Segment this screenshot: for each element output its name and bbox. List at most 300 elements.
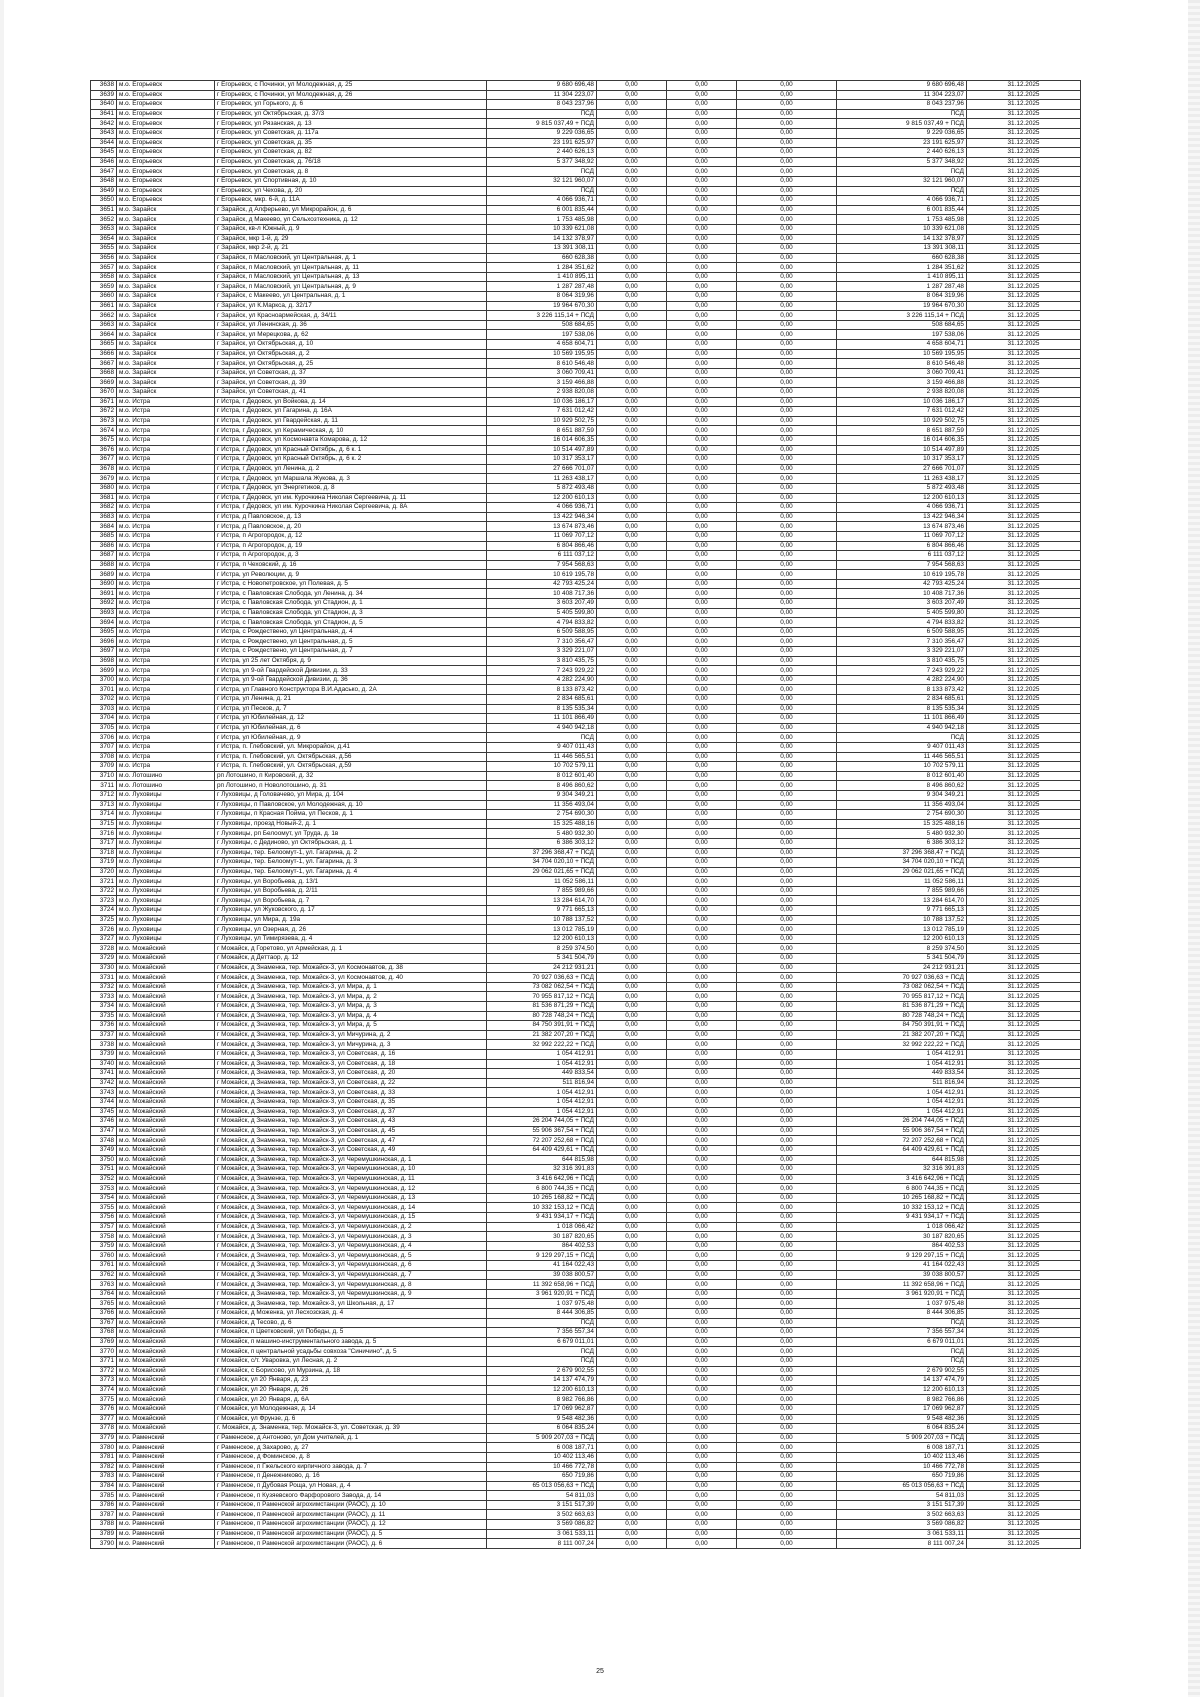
address-cell: г Раменское, д Захарово, д. 27 bbox=[215, 1443, 487, 1453]
date-cell: 31.12.2025 bbox=[967, 1510, 1081, 1520]
amount-cell: 3 329 221,07 bbox=[487, 647, 597, 657]
amount-cell: 3 961 920,91 + ПСД bbox=[487, 1289, 597, 1299]
amount-cell: 21 382 207,20 + ПСД bbox=[487, 1030, 597, 1040]
amount-cell: 11 356 493,04 bbox=[487, 800, 597, 810]
municipality-cell: м.о. Можайский bbox=[117, 1366, 215, 1376]
municipality-cell: м.о. Можайский bbox=[117, 1145, 215, 1155]
municipality-cell: м.о. Можайский bbox=[117, 1280, 215, 1290]
total-cell: 14 137 474,79 bbox=[837, 1376, 967, 1386]
row-number: 3731 bbox=[91, 973, 117, 983]
address-cell: г Раменское, п Денежниково, д. 16 bbox=[215, 1472, 487, 1482]
amount-cell: 10 702 579,11 bbox=[487, 762, 597, 772]
zero-cell-3: 0,00 bbox=[737, 1126, 837, 1136]
address-cell: г Истра, с Павловская Слобода, ул Стадион, д. 3 bbox=[215, 608, 487, 618]
amount-cell: 1 054 412,91 bbox=[487, 1049, 597, 1059]
total-cell: 2 938 820,08 bbox=[837, 388, 967, 398]
zero-cell-1: 0,00 bbox=[597, 906, 667, 916]
total-cell: 11 263 438,17 bbox=[837, 474, 967, 484]
address-cell: г Истра, г Дедовск, ул Керамическая, д. 10 bbox=[215, 426, 487, 436]
date-cell: 31.12.2025 bbox=[967, 973, 1081, 983]
row-number: 3759 bbox=[91, 1241, 117, 1251]
zero-cell-1: 0,00 bbox=[597, 455, 667, 465]
row-number: 3677 bbox=[91, 455, 117, 465]
zero-cell-1: 0,00 bbox=[597, 992, 667, 1002]
date-cell: 31.12.2025 bbox=[967, 128, 1081, 138]
zero-cell-1: 0,00 bbox=[597, 253, 667, 263]
table-row bbox=[91, 714, 1081, 724]
table-row bbox=[91, 1069, 1081, 1079]
zero-cell-3: 0,00 bbox=[737, 934, 837, 944]
zero-cell-2: 0,00 bbox=[667, 1356, 737, 1366]
zero-cell-1: 0,00 bbox=[597, 944, 667, 954]
total-cell: 1 018 066,42 bbox=[837, 1222, 967, 1232]
address-cell: г Можайск, п Цветковский, ул Победы, д. 5 bbox=[215, 1328, 487, 1338]
table-row bbox=[91, 886, 1081, 896]
address-cell: г Зарайск, ул Мерецкова, д. 62 bbox=[215, 330, 487, 340]
amount-cell: 32 316 391,83 bbox=[487, 1165, 597, 1175]
zero-cell-1: 0,00 bbox=[597, 1472, 667, 1482]
date-cell: 31.12.2025 bbox=[967, 138, 1081, 148]
zero-cell-3: 0,00 bbox=[737, 157, 837, 167]
zero-cell-1: 0,00 bbox=[597, 781, 667, 791]
table-row bbox=[91, 599, 1081, 609]
address-cell: г Луховицы, ул Воробьева, д. 13/1 bbox=[215, 877, 487, 887]
amount-cell: 34 704 020,10 + ПСД bbox=[487, 858, 597, 868]
municipality-cell: м.о. Луховицы bbox=[117, 819, 215, 829]
table-row bbox=[91, 1241, 1081, 1251]
address-cell: г Егорьевск, мкр. 6-й, д. 11А bbox=[215, 196, 487, 206]
zero-cell-3: 0,00 bbox=[737, 925, 837, 935]
amount-cell: ПСД bbox=[487, 109, 597, 119]
date-cell: 31.12.2025 bbox=[967, 1424, 1081, 1434]
total-cell: 6 679 011,01 bbox=[837, 1337, 967, 1347]
amount-cell: 10 036 186,17 bbox=[487, 397, 597, 407]
amount-cell: 13 284 614,70 bbox=[487, 896, 597, 906]
total-cell: 6 800 744,35 + ПСД bbox=[837, 1184, 967, 1194]
amount-cell: 650 719,86 bbox=[487, 1472, 597, 1482]
table-row bbox=[91, 1155, 1081, 1165]
zero-cell-3: 0,00 bbox=[737, 877, 837, 887]
zero-cell-3: 0,00 bbox=[737, 435, 837, 445]
address-cell: г Луховицы, п Красная Пойма, ул Песков, д. 1 bbox=[215, 810, 487, 820]
date-cell: 31.12.2025 bbox=[967, 1193, 1081, 1203]
zero-cell-3: 0,00 bbox=[737, 858, 837, 868]
zero-cell-1: 0,00 bbox=[597, 771, 667, 781]
zero-cell-2: 0,00 bbox=[667, 388, 737, 398]
zero-cell-2: 0,00 bbox=[667, 1049, 737, 1059]
address-cell: г Истра, ул Песков, д. 7 bbox=[215, 704, 487, 714]
zero-cell-1: 0,00 bbox=[597, 886, 667, 896]
table-row bbox=[91, 954, 1081, 964]
row-number: 3737 bbox=[91, 1030, 117, 1040]
municipality-cell: м.о. Можайский bbox=[117, 1232, 215, 1242]
municipality-cell: м.о. Можайский bbox=[117, 1097, 215, 1107]
zero-cell-1: 0,00 bbox=[597, 1088, 667, 1098]
total-cell: 11 446 565,51 bbox=[837, 752, 967, 762]
amount-cell: 5 377 348,92 bbox=[487, 157, 597, 167]
municipality-cell: м.о. Лотошино bbox=[117, 771, 215, 781]
amount-cell: 1 287 287,48 bbox=[487, 282, 597, 292]
municipality-cell: м.о. Можайский bbox=[117, 1002, 215, 1012]
amount-cell: 39 038 800,57 bbox=[487, 1270, 597, 1280]
row-number: 3720 bbox=[91, 867, 117, 877]
municipality-cell: м.о. Можайский bbox=[117, 1356, 215, 1366]
municipality-cell: м.о. Раменский bbox=[117, 1481, 215, 1491]
table-row bbox=[91, 762, 1081, 772]
zero-cell-1: 0,00 bbox=[597, 618, 667, 628]
zero-cell-3: 0,00 bbox=[737, 445, 837, 455]
zero-cell-1: 0,00 bbox=[597, 1107, 667, 1117]
zero-cell-1: 0,00 bbox=[597, 963, 667, 973]
row-number: 3651 bbox=[91, 205, 117, 215]
table-row bbox=[91, 1078, 1081, 1088]
municipality-cell: м.о. Истра bbox=[117, 608, 215, 618]
row-number: 3690 bbox=[91, 579, 117, 589]
table-row bbox=[91, 349, 1081, 359]
zero-cell-2: 0,00 bbox=[667, 483, 737, 493]
amount-cell: 1 018 066,42 bbox=[487, 1222, 597, 1232]
amount-cell: 65 013 056,63 + ПСД bbox=[487, 1481, 597, 1491]
total-cell: 4 066 936,71 bbox=[837, 196, 967, 206]
date-cell: 31.12.2025 bbox=[967, 378, 1081, 388]
amount-cell: 84 750 391,91 + ПСД bbox=[487, 1021, 597, 1031]
amount-cell: 14 137 474,79 bbox=[487, 1376, 597, 1386]
total-cell: 5 480 932,30 bbox=[837, 829, 967, 839]
address-cell: г Истра, г Дедовск, ул Космонавта Комарова, д. 12 bbox=[215, 435, 487, 445]
date-cell: 31.12.2025 bbox=[967, 858, 1081, 868]
amount-cell: 12 200 610,13 bbox=[487, 1385, 597, 1395]
row-number: 3776 bbox=[91, 1404, 117, 1414]
address-cell: г Истра, п. Глебовский, ул. Октябрьская, д.56 bbox=[215, 752, 487, 762]
date-cell: 31.12.2025 bbox=[967, 1040, 1081, 1050]
date-cell: 31.12.2025 bbox=[967, 272, 1081, 282]
table-row bbox=[91, 1510, 1081, 1520]
municipality-cell: м.о. Можайский bbox=[117, 1261, 215, 1271]
amount-cell: 9 129 297,15 + ПСД bbox=[487, 1251, 597, 1261]
zero-cell-1: 0,00 bbox=[597, 1347, 667, 1357]
table-row bbox=[91, 253, 1081, 263]
zero-cell-1: 0,00 bbox=[597, 1213, 667, 1223]
table-row bbox=[91, 205, 1081, 215]
table-row bbox=[91, 311, 1081, 321]
municipality-cell: м.о. Истра bbox=[117, 570, 215, 580]
amount-cell: 1 284 351,62 bbox=[487, 263, 597, 273]
zero-cell-3: 0,00 bbox=[737, 1165, 837, 1175]
total-cell: 6 804 866,46 bbox=[837, 541, 967, 551]
municipality-cell: м.о. Можайский bbox=[117, 1385, 215, 1395]
row-number: 3678 bbox=[91, 464, 117, 474]
municipality-cell: м.о. Истра bbox=[117, 426, 215, 436]
municipality-cell: м.о. Зарайск bbox=[117, 330, 215, 340]
date-cell: 31.12.2025 bbox=[967, 119, 1081, 129]
row-number: 3667 bbox=[91, 359, 117, 369]
address-cell: г Истра, ул Юбилейная, д. 9 bbox=[215, 733, 487, 743]
date-cell: 31.12.2025 bbox=[967, 522, 1081, 532]
address-cell: г Егорьевск, ул Советская, д. 82 bbox=[215, 148, 487, 158]
total-cell: 8 982 766,86 bbox=[837, 1395, 967, 1405]
address-cell: г Зарайск, кв-л Южный, д. 9 bbox=[215, 224, 487, 234]
table-row bbox=[91, 1414, 1081, 1424]
zero-cell-1: 0,00 bbox=[597, 1030, 667, 1040]
zero-cell-1: 0,00 bbox=[597, 205, 667, 215]
amount-cell: 80 728 748,24 + ПСД bbox=[487, 1011, 597, 1021]
zero-cell-2: 0,00 bbox=[667, 1289, 737, 1299]
zero-cell-2: 0,00 bbox=[667, 1280, 737, 1290]
zero-cell-3: 0,00 bbox=[737, 1069, 837, 1079]
municipality-cell: м.о. Истра bbox=[117, 675, 215, 685]
row-number: 3751 bbox=[91, 1165, 117, 1175]
amount-cell: 6 679 011,01 bbox=[487, 1337, 597, 1347]
date-cell: 31.12.2025 bbox=[967, 656, 1081, 666]
amount-cell: 9 548 482,36 bbox=[487, 1414, 597, 1424]
row-number: 3639 bbox=[91, 90, 117, 100]
total-cell: 8 133 873,42 bbox=[837, 685, 967, 695]
address-cell: г Зарайск, п Масловский, ул Центральная, д. 11 bbox=[215, 263, 487, 273]
zero-cell-1: 0,00 bbox=[597, 215, 667, 225]
amount-cell: 32 121 960,07 bbox=[487, 176, 597, 186]
municipality-cell: м.о. Можайский bbox=[117, 1395, 215, 1405]
municipality-cell: м.о. Зарайск bbox=[117, 340, 215, 350]
municipality-cell: м.о. Раменский bbox=[117, 1500, 215, 1510]
municipality-cell: м.о. Можайский bbox=[117, 1193, 215, 1203]
zero-cell-3: 0,00 bbox=[737, 1347, 837, 1357]
date-cell: 31.12.2025 bbox=[967, 685, 1081, 695]
amount-cell: 4 066 936,71 bbox=[487, 503, 597, 513]
amount-cell: 10 619 195,78 bbox=[487, 570, 597, 580]
address-cell: г Можайск, д Знаменка, тер. Можайск-3, ул Черемушкинская, д. 8 bbox=[215, 1280, 487, 1290]
total-cell: 5 405 599,80 bbox=[837, 608, 967, 618]
amount-cell: 42 793 425,24 bbox=[487, 579, 597, 589]
zero-cell-3: 0,00 bbox=[737, 349, 837, 359]
row-number: 3656 bbox=[91, 253, 117, 263]
date-cell: 31.12.2025 bbox=[967, 915, 1081, 925]
zero-cell-1: 0,00 bbox=[597, 579, 667, 589]
amount-cell: 14 132 378,97 bbox=[487, 234, 597, 244]
address-cell: г Зарайск, ул Октябрьская, д. 25 bbox=[215, 359, 487, 369]
table-row bbox=[91, 1203, 1081, 1213]
address-cell: г Можайск, д Знаменка, тер. Можайск-3, ул Мира, д. 5 bbox=[215, 1021, 487, 1031]
total-cell: 1 054 412,91 bbox=[837, 1088, 967, 1098]
row-number: 3647 bbox=[91, 167, 117, 177]
address-cell: г Можайск, д Знаменка, тер. Можайск-3, ул Космонавтов, д. 40 bbox=[215, 973, 487, 983]
zero-cell-2: 0,00 bbox=[667, 148, 737, 158]
row-number: 3756 bbox=[91, 1213, 117, 1223]
row-number: 3787 bbox=[91, 1510, 117, 1520]
municipality-cell: м.о. Зарайск bbox=[117, 215, 215, 225]
row-number: 3733 bbox=[91, 992, 117, 1002]
address-cell: г Можайск, д Знаменка, тер. Можайск-3, ул Советская, д. 18 bbox=[215, 1059, 487, 1069]
municipality-cell: м.о. Можайский bbox=[117, 1049, 215, 1059]
address-cell: г Можайск, п центральной усадьбы совхоза "Синичино", д. 5 bbox=[215, 1347, 487, 1357]
address-cell: г Истра, д Павловское, д. 13 bbox=[215, 512, 487, 522]
zero-cell-1: 0,00 bbox=[597, 666, 667, 676]
row-number: 3698 bbox=[91, 656, 117, 666]
zero-cell-2: 0,00 bbox=[667, 647, 737, 657]
amount-cell: 7 243 929,22 bbox=[487, 666, 597, 676]
total-cell: 3 159 466,88 bbox=[837, 378, 967, 388]
date-cell: 31.12.2025 bbox=[967, 1030, 1081, 1040]
table-row bbox=[91, 90, 1081, 100]
municipality-cell: м.о. Истра bbox=[117, 407, 215, 417]
row-number: 3684 bbox=[91, 522, 117, 532]
total-cell: 30 187 820,65 bbox=[837, 1232, 967, 1242]
amount-cell: 8 610 546,48 bbox=[487, 359, 597, 369]
zero-cell-3: 0,00 bbox=[737, 263, 837, 273]
zero-cell-3: 0,00 bbox=[737, 771, 837, 781]
date-cell: 31.12.2025 bbox=[967, 848, 1081, 858]
address-cell: г Можайск, д Знаменка, тер. Можайск-3, ул Мира, д. 2 bbox=[215, 992, 487, 1002]
row-number: 3708 bbox=[91, 752, 117, 762]
zero-cell-3: 0,00 bbox=[737, 541, 837, 551]
zero-cell-2: 0,00 bbox=[667, 1069, 737, 1079]
amount-cell: 5 909 207,03 + ПСД bbox=[487, 1433, 597, 1443]
total-cell: 70 927 036,63 + ПСД bbox=[837, 973, 967, 983]
zero-cell-3: 0,00 bbox=[737, 1213, 837, 1223]
zero-cell-2: 0,00 bbox=[667, 522, 737, 532]
row-number: 3767 bbox=[91, 1318, 117, 1328]
zero-cell-3: 0,00 bbox=[737, 1117, 837, 1127]
amount-cell: 3 159 466,88 bbox=[487, 378, 597, 388]
total-cell: 13 422 946,34 bbox=[837, 512, 967, 522]
zero-cell-2: 0,00 bbox=[667, 925, 737, 935]
amount-cell: 37 296 368,47 + ПСД bbox=[487, 848, 597, 858]
table-row bbox=[91, 263, 1081, 273]
zero-cell-1: 0,00 bbox=[597, 272, 667, 282]
zero-cell-1: 0,00 bbox=[597, 138, 667, 148]
row-number: 3649 bbox=[91, 186, 117, 196]
zero-cell-2: 0,00 bbox=[667, 416, 737, 426]
municipality-cell: м.о. Истра bbox=[117, 560, 215, 570]
address-cell: г Зарайск, с Макеево, ул Центральная, д. 1 bbox=[215, 292, 487, 302]
total-cell: 1 037 975,48 bbox=[837, 1299, 967, 1309]
municipality-cell: м.о. Истра bbox=[117, 742, 215, 752]
municipality-cell: м.о. Истра bbox=[117, 723, 215, 733]
address-cell: г Можайск, д Деттаор, д. 12 bbox=[215, 954, 487, 964]
table-row bbox=[91, 426, 1081, 436]
date-cell: 31.12.2025 bbox=[967, 1136, 1081, 1146]
total-cell: 42 793 425,24 bbox=[837, 579, 967, 589]
total-cell: 9 680 696,48 bbox=[837, 81, 967, 91]
zero-cell-3: 0,00 bbox=[737, 752, 837, 762]
address-cell: г Зарайск, ул Октябрьская, д. 10 bbox=[215, 340, 487, 350]
row-number: 3716 bbox=[91, 829, 117, 839]
total-cell: 10 317 353,17 bbox=[837, 455, 967, 465]
table-row bbox=[91, 1193, 1081, 1203]
row-number: 3682 bbox=[91, 503, 117, 513]
table-row bbox=[91, 1472, 1081, 1482]
address-cell: г Луховицы, ул Воробьева, д. 7 bbox=[215, 896, 487, 906]
municipality-cell: м.о. Можайский bbox=[117, 1347, 215, 1357]
zero-cell-1: 0,00 bbox=[597, 877, 667, 887]
zero-cell-3: 0,00 bbox=[737, 176, 837, 186]
address-cell: г Можайск, д Знаменка, тер. Можайск-3, ул Черемушкинская, д. 15 bbox=[215, 1213, 487, 1223]
row-number: 3769 bbox=[91, 1337, 117, 1347]
table-row bbox=[91, 1356, 1081, 1366]
zero-cell-2: 0,00 bbox=[667, 1136, 737, 1146]
table-row bbox=[91, 474, 1081, 484]
zero-cell-3: 0,00 bbox=[737, 416, 837, 426]
row-number: 3777 bbox=[91, 1414, 117, 1424]
table-row bbox=[91, 493, 1081, 503]
municipality-cell: м.о. Можайский bbox=[117, 963, 215, 973]
zero-cell-3: 0,00 bbox=[737, 589, 837, 599]
zero-cell-2: 0,00 bbox=[667, 886, 737, 896]
address-cell: г Можайск, с/т. Уваровка, ул Лесная, д. 2 bbox=[215, 1356, 487, 1366]
date-cell: 31.12.2025 bbox=[967, 1117, 1081, 1127]
zero-cell-1: 0,00 bbox=[597, 1299, 667, 1309]
zero-cell-3: 0,00 bbox=[737, 1299, 837, 1309]
zero-cell-2: 0,00 bbox=[667, 119, 737, 129]
table-row bbox=[91, 1539, 1081, 1549]
zero-cell-2: 0,00 bbox=[667, 205, 737, 215]
municipality-cell: м.о. Луховицы bbox=[117, 867, 215, 877]
address-cell: г Раменское, п Кузяевского Фарфорового Завода, д. 14 bbox=[215, 1491, 487, 1501]
date-cell: 31.12.2025 bbox=[967, 464, 1081, 474]
amount-cell: 29 062 021,65 + ПСД bbox=[487, 867, 597, 877]
zero-cell-3: 0,00 bbox=[737, 148, 837, 158]
zero-cell-3: 0,00 bbox=[737, 493, 837, 503]
municipality-cell: м.о. Можайский bbox=[117, 1337, 215, 1347]
zero-cell-1: 0,00 bbox=[597, 1414, 667, 1424]
zero-cell-1: 0,00 bbox=[597, 1376, 667, 1386]
row-number: 3659 bbox=[91, 282, 117, 292]
municipality-cell: м.о. Луховицы bbox=[117, 800, 215, 810]
address-cell: г Егорьевск, ул Спортивная, д. 10 bbox=[215, 176, 487, 186]
address-cell: г Луховицы, рп Белоомут, ул Труда, д. 1в bbox=[215, 829, 487, 839]
zero-cell-1: 0,00 bbox=[597, 695, 667, 705]
total-cell: 5 909 207,03 + ПСД bbox=[837, 1433, 967, 1443]
amount-cell: 55 906 367,54 + ПСД bbox=[487, 1126, 597, 1136]
zero-cell-3: 0,00 bbox=[737, 388, 837, 398]
table-row bbox=[91, 1452, 1081, 1462]
row-number: 3642 bbox=[91, 119, 117, 129]
amount-cell: 3 603 207,49 bbox=[487, 599, 597, 609]
zero-cell-2: 0,00 bbox=[667, 589, 737, 599]
zero-cell-3: 0,00 bbox=[737, 100, 837, 110]
address-cell: г Можайск, д Знаменка, тер. Можайск-3, ул Черемушкинская, д. 14 bbox=[215, 1203, 487, 1213]
table-row bbox=[91, 896, 1081, 906]
zero-cell-2: 0,00 bbox=[667, 944, 737, 954]
total-cell: 1 410 895,11 bbox=[837, 272, 967, 282]
date-cell: 31.12.2025 bbox=[967, 1520, 1081, 1530]
address-cell: г Можайск, д Знаменка, тер. Можайск-3, ул Советская, д. 45 bbox=[215, 1126, 487, 1136]
total-cell: 13 284 614,70 bbox=[837, 896, 967, 906]
municipality-cell: м.о. Можайский bbox=[117, 973, 215, 983]
amount-cell: 11 101 866,49 bbox=[487, 714, 597, 724]
date-cell: 31.12.2025 bbox=[967, 157, 1081, 167]
amount-cell: 660 628,38 bbox=[487, 253, 597, 263]
zero-cell-3: 0,00 bbox=[737, 627, 837, 637]
zero-cell-3: 0,00 bbox=[737, 359, 837, 369]
zero-cell-2: 0,00 bbox=[667, 1222, 737, 1232]
municipality-cell: м.о. Раменский bbox=[117, 1443, 215, 1453]
date-cell: 31.12.2025 bbox=[967, 407, 1081, 417]
table-row bbox=[91, 906, 1081, 916]
zero-cell-1: 0,00 bbox=[597, 1280, 667, 1290]
row-number: 3771 bbox=[91, 1356, 117, 1366]
address-cell: г Истра, п Агрогородок, д. 3 bbox=[215, 551, 487, 561]
row-number: 3780 bbox=[91, 1443, 117, 1453]
zero-cell-3: 0,00 bbox=[737, 1145, 837, 1155]
table-row bbox=[91, 810, 1081, 820]
zero-cell-1: 0,00 bbox=[597, 790, 667, 800]
date-cell: 31.12.2025 bbox=[967, 368, 1081, 378]
date-cell: 31.12.2025 bbox=[967, 762, 1081, 772]
zero-cell-2: 0,00 bbox=[667, 723, 737, 733]
date-cell: 31.12.2025 bbox=[967, 330, 1081, 340]
row-number: 3732 bbox=[91, 982, 117, 992]
amount-cell: 9 815 037,49 + ПСД bbox=[487, 119, 597, 129]
